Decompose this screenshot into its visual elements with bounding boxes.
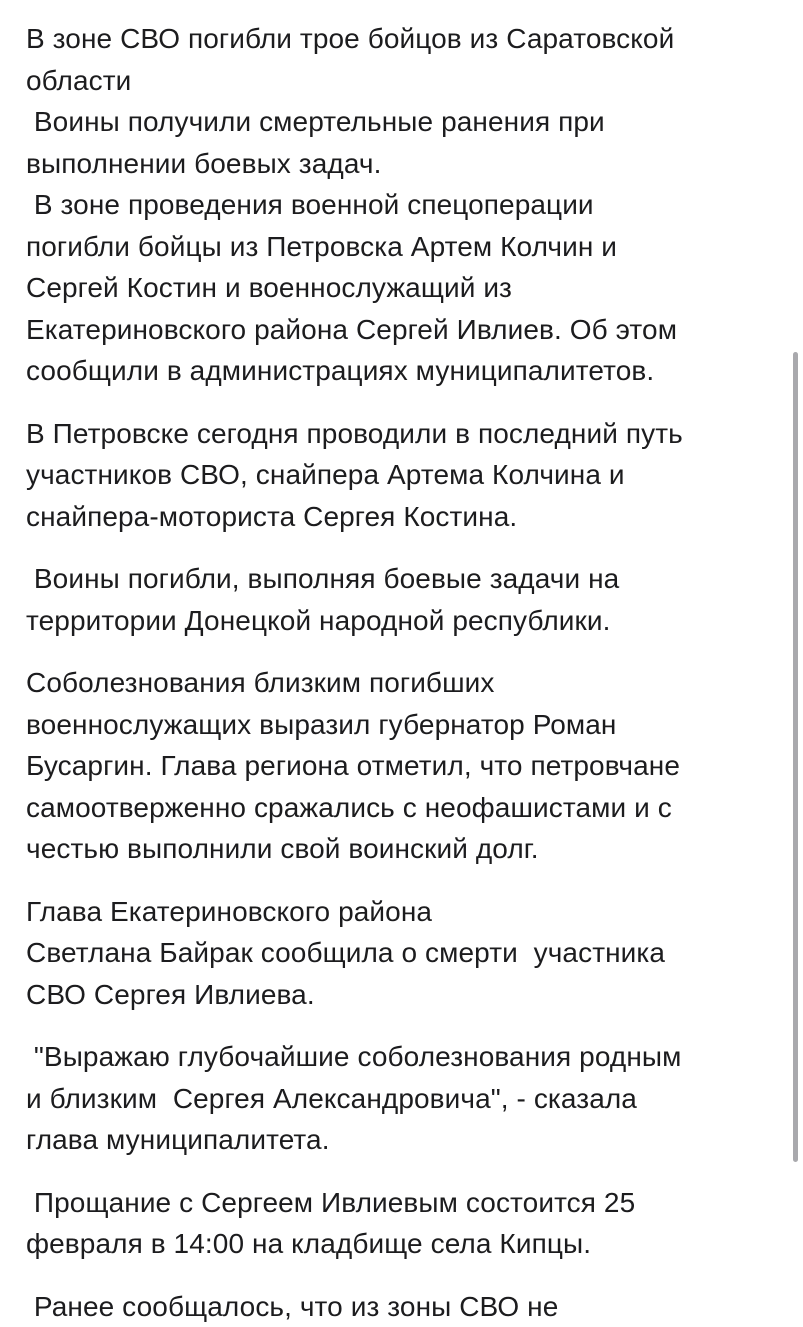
paragraph-5 [26, 891, 791, 1016]
paragraph-1 [26, 101, 791, 392]
text-line: самоотверженно сражались с неофашистами и с [26, 787, 791, 829]
text-line: "Выражаю глубочайшие соболезнования родным [26, 1036, 791, 1078]
message-text[interactable] [26, 18, 791, 1327]
text-line: и близким Сергея Александровича", - сказала [26, 1078, 791, 1120]
text-line: Светлана Байрак сообщила о смерти участника [26, 932, 791, 974]
vertical-scrollbar[interactable] [793, 352, 798, 1162]
text-line: Воины получили смертельные ранения при [26, 101, 791, 143]
text-line: Глава Екатериновского района [26, 891, 791, 933]
text-line: Воины погибли, выполняя боевые задачи на [26, 558, 791, 600]
paragraph-6 [26, 1036, 791, 1161]
paragraph-gap [26, 537, 791, 558]
paragraph-8 [26, 1286, 791, 1327]
paragraph-gap [26, 1015, 791, 1036]
text-line: сообщили в администрациях муниципалитетов. [26, 350, 791, 392]
text-line: Ранее сообщалось, что из зоны СВО не [26, 1286, 791, 1327]
paragraph-gap [26, 641, 791, 662]
paragraph-2 [26, 413, 791, 538]
paragraph-3 [26, 558, 791, 641]
text-line: Прощание с Сергеем Ивлиевым состоится 25 [26, 1182, 791, 1224]
title-paragraph [26, 18, 791, 101]
text-line: Бусаргин. Глава региона отметил, что петровчане [26, 745, 791, 787]
text-line: Екатериновского района Сергей Ивлиев. Об этом [26, 309, 791, 351]
text-line: территории Донецкой народной республики. [26, 600, 791, 642]
text-line: февраля в 14:00 на кладбище села Кипцы. [26, 1223, 791, 1265]
text-line: честью выполнили свой воинский долг. [26, 828, 791, 870]
paragraph-4 [26, 662, 791, 870]
text-line: В зоне проведения военной спецоперации [26, 184, 791, 226]
text-line: В зоне СВО погибли трое бойцов из Саратовской [26, 18, 791, 60]
paragraph-7 [26, 1182, 791, 1265]
text-line: области [26, 60, 791, 102]
paragraph-gap [26, 1265, 791, 1286]
text-line: В Петровске сегодня проводили в последний путь [26, 413, 791, 455]
text-line: погибли бойцы из Петровска Артем Колчин и [26, 226, 791, 268]
text-line: военнослужащих выразил губернатор Роман [26, 704, 791, 746]
text-line: участников СВО, снайпера Артема Колчина и [26, 454, 791, 496]
text-line: глава муниципалитета. [26, 1119, 791, 1161]
text-line: выполнении боевых задач. [26, 143, 791, 185]
text-line: Сергей Костин и военнослужащий из [26, 267, 791, 309]
paragraph-gap [26, 392, 791, 413]
text-line: снайпера-моториста Сергея Костина. [26, 496, 791, 538]
text-line: СВО Сергея Ивлиева. [26, 974, 791, 1016]
text-line: Соболезнования близким погибших [26, 662, 791, 704]
paragraph-gap [26, 870, 791, 891]
paragraph-gap [26, 1161, 791, 1182]
